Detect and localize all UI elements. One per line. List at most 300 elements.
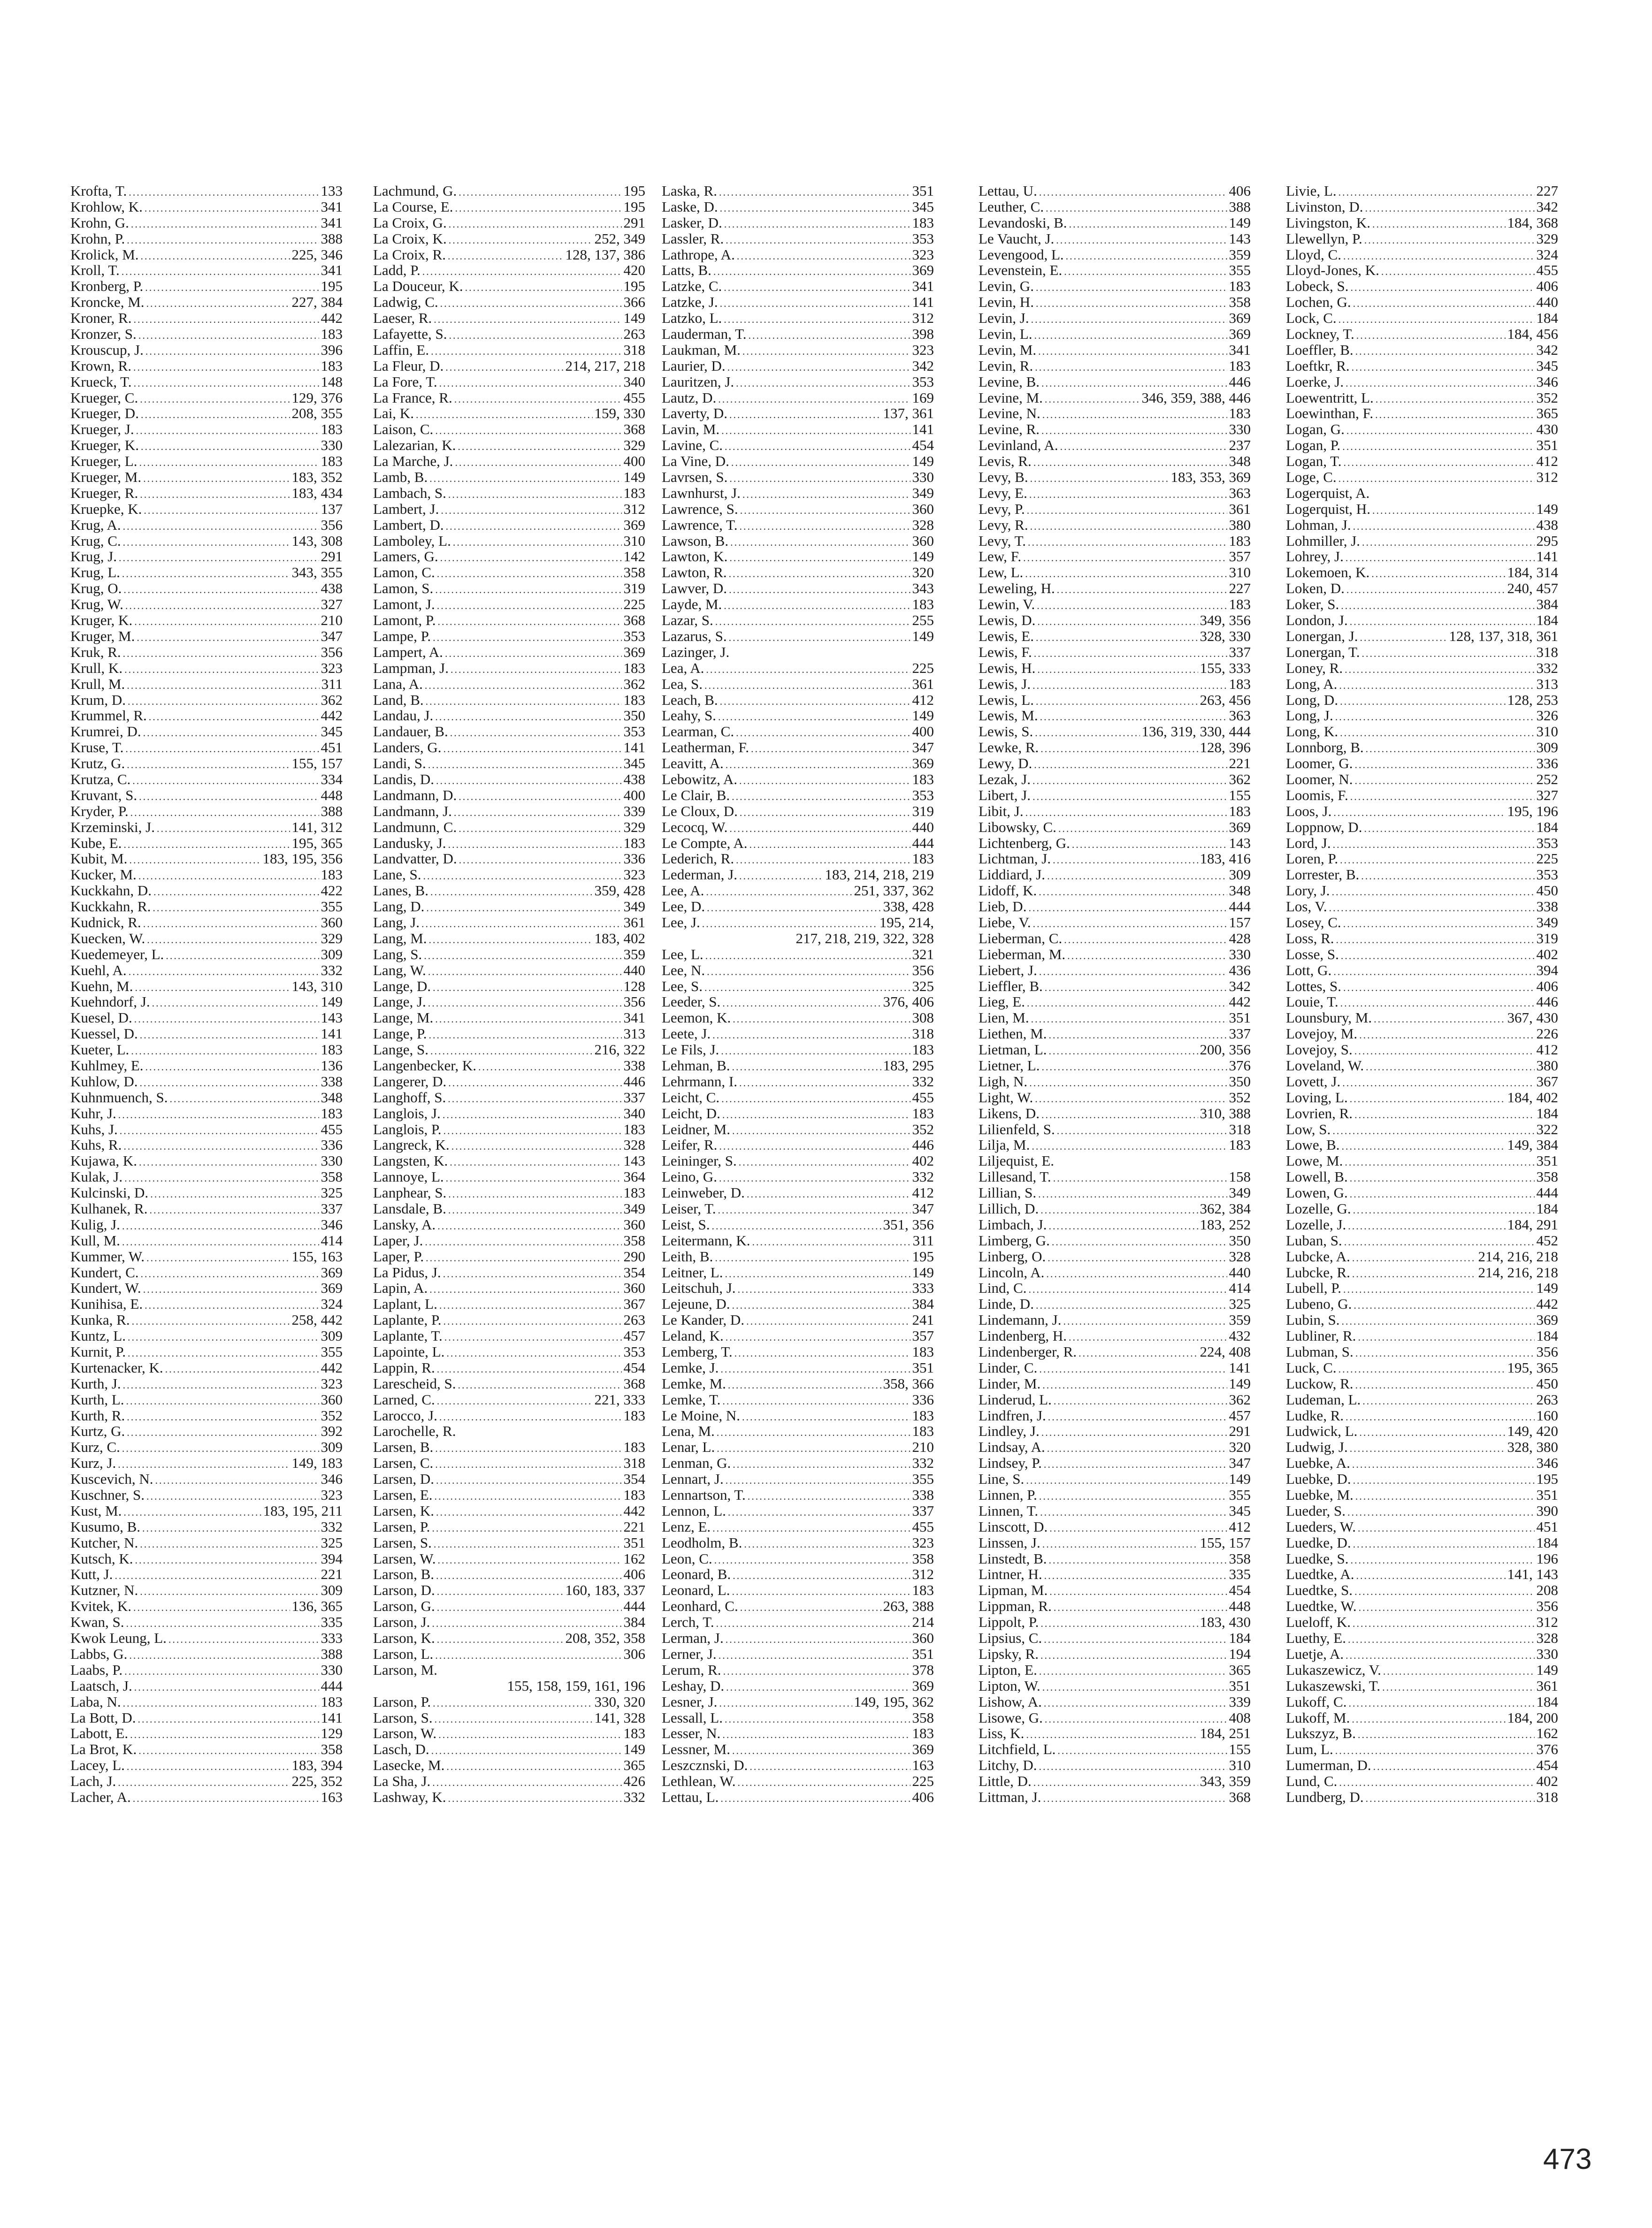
entry-pages: 183: [623, 485, 645, 501]
entry-pages: 128, 396: [1200, 740, 1251, 756]
dot-leader: [1338, 1361, 1506, 1376]
entry-name: Lewis, E.: [979, 628, 1034, 644]
entry-name: Lautz, D.: [662, 389, 717, 406]
entry-name: Lee, L.: [662, 946, 704, 962]
dot-leader: [1048, 1409, 1227, 1424]
entry-name: Lillian, S.: [979, 1185, 1037, 1201]
entry-name: Leitschuh, J.: [662, 1280, 736, 1297]
dot-leader: [1037, 614, 1198, 628]
dot-leader: [119, 550, 319, 565]
index-entry: [70, 1535, 343, 1551]
dot-leader: [449, 216, 622, 231]
entry-pages: 412: [1229, 1518, 1251, 1535]
entry-name: Ligh, N.: [979, 1073, 1028, 1090]
index-entry: [70, 1725, 343, 1741]
dot-leader: [443, 1266, 622, 1281]
entry-name: Lebowitz, A.: [662, 771, 737, 787]
entry-name: Lipsky, R.: [979, 1646, 1039, 1662]
index-entry: [1286, 1773, 1558, 1789]
entry-name: Lamers, G.: [373, 549, 438, 565]
entry-name: Lannoye, L.: [373, 1169, 444, 1185]
entry-name: Krumrei, D.: [70, 724, 141, 740]
dot-leader: [1354, 1043, 1535, 1058]
index-entry: [373, 1392, 645, 1408]
entry-pages: 312: [623, 501, 645, 517]
entry-pages: 320: [1229, 1439, 1251, 1456]
entry-pages: 155, 158, 159, 161, 196: [507, 1678, 645, 1694]
index-entry: [662, 994, 934, 1010]
dot-leader: [122, 264, 319, 278]
entry-pages: 328: [623, 1137, 645, 1153]
entry-name: Lueders, W.: [1286, 1518, 1356, 1535]
entry-pages: 183: [623, 1725, 645, 1742]
entry-pages: 337: [1229, 1026, 1251, 1042]
index-entry: [979, 1137, 1251, 1153]
index-entry: [662, 1122, 934, 1137]
entry-name: Lochen, G.: [1286, 294, 1351, 311]
entry-name: Lange, P.: [373, 1026, 427, 1042]
entry-name: Laverty, D.: [662, 405, 728, 422]
entry-name: La France, R.: [373, 389, 452, 406]
index-entry: [979, 612, 1251, 628]
entry-name: Lilja, M.: [979, 1137, 1030, 1153]
dot-leader: [1041, 1059, 1227, 1074]
dot-leader: [143, 725, 319, 740]
index-entry: [70, 262, 343, 278]
index-entry: [373, 612, 645, 628]
entry-pages: 309: [321, 946, 343, 962]
entry-pages: 444: [321, 1678, 343, 1694]
dot-leader: [1355, 1377, 1535, 1392]
entry-pages: 369: [321, 1280, 343, 1297]
entry-name: Long, D.: [1286, 692, 1338, 708]
index-entry: [70, 247, 343, 263]
index-entry: [979, 660, 1251, 676]
index-entry: [1286, 740, 1558, 755]
dot-leader: [142, 1520, 319, 1535]
entry-name: Levis, R.: [979, 453, 1032, 470]
dot-leader: [123, 837, 290, 851]
entry-name: Kvitek, K.: [70, 1598, 132, 1615]
dot-leader: [439, 1409, 622, 1424]
entry-pages: 380: [1229, 517, 1251, 533]
entry-pages: 324: [321, 1296, 343, 1312]
entry-pages: 336: [912, 1391, 934, 1408]
entry-pages: 358, 366: [883, 1375, 934, 1392]
dot-leader: [435, 582, 621, 596]
dot-leader: [1353, 519, 1535, 533]
index-entry: [70, 1074, 343, 1090]
dot-leader: [140, 1584, 319, 1598]
entry-name: La Croix, G.: [373, 214, 447, 231]
entry-pages: 183: [1229, 405, 1251, 422]
dot-leader: [443, 741, 621, 755]
dot-leader: [153, 900, 319, 915]
entry-name: Lauderman, T.: [662, 326, 747, 342]
dot-leader: [1032, 1138, 1227, 1153]
dot-leader: [720, 200, 910, 215]
index-entry: [373, 501, 645, 517]
entry-pages: 355: [321, 1344, 343, 1360]
dot-leader: [1049, 1027, 1227, 1042]
entry-name: Landi, S.: [373, 755, 426, 771]
dot-leader: [740, 1600, 881, 1614]
index-entry: [70, 1646, 343, 1662]
entry-pages: 184, 200: [1507, 1709, 1558, 1726]
dot-leader: [1041, 423, 1227, 437]
index-entry: [662, 199, 934, 215]
dot-leader: [435, 709, 621, 724]
dot-leader: [1040, 741, 1198, 755]
entry-name: Lawton, K.: [662, 549, 728, 565]
entry-name: Leifer, R.: [662, 1137, 718, 1153]
entry-name: Lamboley, L.: [373, 533, 451, 549]
index-entry: [979, 278, 1251, 294]
entry-pages: 183: [912, 771, 934, 787]
index-entry: [979, 533, 1251, 549]
dot-leader: [726, 1679, 910, 1694]
index-entry: [373, 1519, 645, 1535]
index-entry: [373, 660, 645, 676]
entry-name: Lippolt, P.: [979, 1614, 1039, 1631]
entry-name: Leith, B.: [662, 1248, 713, 1265]
index-entry: [1286, 390, 1558, 406]
entry-pages: 360: [321, 1391, 343, 1408]
entry-pages: 183: [321, 1105, 343, 1122]
index-entry: [662, 851, 934, 867]
entry-name: Landau, J.: [373, 708, 434, 724]
index-entry: [979, 485, 1251, 501]
entry-pages: 356: [1536, 1344, 1558, 1360]
entry-name: Luck, C.: [1286, 1359, 1337, 1376]
entry-name: Leland, K.: [662, 1328, 724, 1344]
dot-leader: [129, 184, 319, 199]
entry-pages: 406: [623, 1566, 645, 1583]
dot-leader: [429, 471, 621, 485]
entry-name: Lamont, J.: [373, 596, 435, 613]
entry-pages: 183: [1229, 1137, 1251, 1153]
entry-name: Lloyd, C.: [1286, 246, 1341, 263]
index-entry: [1286, 183, 1558, 199]
index-entry: [979, 1010, 1251, 1026]
entry-name: La Marche, J.: [373, 453, 453, 470]
dot-leader: [1362, 646, 1535, 660]
index-column-5: [1286, 183, 1558, 1805]
dot-leader: [126, 1616, 319, 1630]
dot-leader: [720, 694, 910, 708]
dot-leader: [124, 1170, 319, 1185]
index-entry: [662, 1010, 934, 1026]
dot-leader: [1025, 566, 1227, 580]
index-entry: [979, 644, 1251, 660]
index-entry: [979, 1757, 1251, 1773]
entry-pages: 364: [623, 1169, 645, 1185]
entry-pages: 263, 456: [1200, 692, 1251, 708]
entry-pages: 351: [912, 1359, 934, 1376]
index-entry: [373, 1646, 645, 1662]
index-entry: [70, 787, 343, 803]
dot-leader: [1354, 1297, 1534, 1312]
entry-pages: 442: [1229, 994, 1251, 1010]
entry-pages: 360: [321, 914, 343, 931]
entry-pages: 163: [912, 1757, 934, 1774]
entry-pages: 330: [321, 437, 343, 454]
dot-leader: [1044, 1632, 1227, 1646]
entry-name: Kutt, J.: [70, 1566, 113, 1583]
index-entry: [979, 1773, 1251, 1789]
entry-pages: 155, 157: [291, 755, 343, 771]
entry-name: Liljequist, E.: [979, 1153, 1055, 1169]
dot-leader: [1033, 1775, 1198, 1789]
index-entry: [979, 1614, 1251, 1630]
dot-leader: [718, 709, 910, 724]
entry-name: Krum, D.: [70, 692, 126, 708]
dot-leader: [426, 1250, 621, 1265]
dot-leader: [129, 964, 319, 978]
dot-leader: [1333, 805, 1505, 819]
index-entry: [662, 1646, 934, 1662]
entry-pages: 369: [623, 644, 645, 660]
entry-pages: 323: [321, 1375, 343, 1392]
entry-name: Kuckkahn, D.: [70, 883, 152, 899]
entry-pages: 360: [623, 1216, 645, 1233]
index-entry: [70, 1360, 343, 1376]
entry-pages: 149, 384: [1507, 1137, 1558, 1153]
index-entry: [373, 1551, 645, 1567]
index-entry: [373, 946, 645, 962]
dot-leader: [1353, 1202, 1535, 1217]
dot-leader: [740, 519, 910, 533]
index-entry: [70, 1551, 343, 1567]
dot-leader: [1032, 773, 1227, 787]
entry-name: Lundberg, D.: [1286, 1789, 1364, 1805]
dot-leader: [448, 1202, 622, 1217]
entry-pages: 347: [912, 1201, 934, 1217]
entry-pages: 141: [912, 294, 934, 311]
entry-pages: 346: [321, 1471, 343, 1488]
entry-name: Kuhr, J.: [70, 1105, 116, 1122]
entry-pages: 448: [321, 787, 343, 803]
entry-pages: 358: [1229, 294, 1251, 311]
index-entry: [662, 596, 934, 612]
entry-pages: 356: [321, 517, 343, 533]
index-entry: [373, 374, 645, 390]
entry-pages: 221, 333: [594, 1391, 645, 1408]
index-entry: [662, 421, 934, 437]
entry-name: Lewis, J.: [979, 676, 1031, 692]
index-entry: [979, 962, 1251, 978]
index-entry: [70, 1344, 343, 1360]
index-entry: [662, 1487, 934, 1503]
index-entry: [662, 803, 934, 819]
dot-leader: [128, 694, 319, 708]
entry-pages: 349: [1536, 914, 1558, 931]
dot-leader: [1048, 1250, 1227, 1265]
index-entry: [662, 1662, 934, 1678]
index-entry: [1286, 1090, 1558, 1106]
entry-name: Lueder, S.: [1286, 1503, 1346, 1519]
entry-pages: 376, 406: [883, 994, 934, 1010]
entry-name: Landmunn, C.: [373, 819, 457, 835]
entry-pages: 183, 402: [594, 930, 645, 946]
index-entry: [70, 231, 343, 247]
entry-name: Lishow, A.: [979, 1694, 1042, 1710]
entry-name: Leonard, B.: [662, 1566, 731, 1583]
entry-name: Lindenberg, H.: [979, 1328, 1067, 1344]
dot-leader: [459, 184, 621, 199]
dot-leader: [728, 1377, 881, 1392]
entry-name: Kroner, R.: [70, 310, 132, 327]
entry-name: Levengood, L.: [979, 246, 1064, 263]
dot-leader: [1348, 1218, 1505, 1233]
entry-pages: 352: [321, 1407, 343, 1424]
dot-leader: [431, 1743, 622, 1757]
index-entry: [1286, 437, 1558, 453]
entry-name: Lee, A.: [662, 883, 704, 899]
entry-name: Lewis, H.: [979, 660, 1036, 676]
entry-pages: 330, 320: [594, 1694, 645, 1710]
entry-pages: 255: [912, 612, 934, 628]
entry-pages: 225: [1536, 851, 1558, 867]
dot-leader: [134, 614, 319, 628]
dot-leader: [123, 519, 319, 533]
entry-name: Labbs, G.: [70, 1646, 128, 1662]
index-entry: [70, 199, 343, 215]
dot-leader: [1049, 1520, 1227, 1535]
entry-pages: 346, 359, 388, 446: [1141, 389, 1251, 406]
entry-pages: 384: [912, 1296, 934, 1312]
index-entry: [1286, 1376, 1558, 1392]
dot-leader: [437, 1552, 621, 1567]
entry-name: Lamb, B.: [373, 469, 428, 485]
entry-pages: 349: [1229, 1185, 1251, 1201]
entry-name: Kuhnmuench, S.: [70, 1089, 168, 1106]
dot-leader: [1056, 232, 1227, 247]
index-entry: [373, 1026, 645, 1042]
index-entry: [70, 1090, 343, 1106]
entry-name: Kuecken, W.: [70, 930, 145, 946]
index-entry: [70, 405, 343, 421]
entry-pages: 311: [912, 1232, 934, 1249]
entry-pages: 136, 365: [291, 1598, 343, 1615]
index-entry: [662, 1169, 934, 1185]
entry-name: Laplante, P.: [373, 1312, 442, 1328]
dot-leader: [146, 296, 290, 310]
entry-name: London, J.: [1286, 612, 1348, 628]
entry-pages: 357: [912, 1328, 934, 1344]
entry-name: La Course, E.: [373, 198, 453, 215]
dot-leader: [714, 1552, 910, 1567]
entry-name: Kueter, L.: [70, 1042, 130, 1058]
entry-pages: 402: [1536, 946, 1558, 962]
entry-name: Lukszyz, B.: [1286, 1725, 1356, 1742]
dot-leader: [733, 1011, 910, 1026]
entry-pages: 444: [623, 1598, 645, 1615]
entry-name: Laeser, R.: [373, 310, 432, 327]
entry-pages: 367, 430: [1507, 1010, 1558, 1026]
entry-name: Linnen, T.: [979, 1503, 1039, 1519]
index-entry: [979, 1566, 1251, 1582]
dot-leader: [1345, 662, 1534, 676]
entry-pages: 353: [623, 724, 645, 740]
index-entry: [1286, 835, 1558, 851]
entry-name: Lang, J.: [373, 914, 420, 931]
entry-name: Lapin, A.: [373, 1280, 428, 1297]
dot-leader: [729, 471, 910, 485]
entry-name: Krummel, R.: [70, 708, 147, 724]
entry-pages: 183: [623, 660, 645, 676]
entry-name: Kuessel, D.: [70, 1026, 138, 1042]
dot-leader: [127, 757, 290, 771]
entry-pages: 143: [1229, 835, 1251, 851]
dot-leader: [435, 1488, 622, 1503]
index-entry: [373, 835, 645, 851]
entry-name: Lemberg, T.: [662, 1344, 733, 1360]
index-entry: [1286, 1137, 1558, 1153]
dot-leader: [439, 375, 622, 390]
dot-leader: [1355, 343, 1535, 358]
entry-pages: 343, 355: [291, 565, 343, 581]
index-entry: [662, 931, 934, 946]
entry-name: Laper, P.: [373, 1248, 424, 1265]
entry-pages: 440: [1536, 294, 1558, 311]
entry-name: Levandoski, B.: [979, 214, 1067, 231]
index-entry: [373, 1249, 645, 1265]
entry-pages: 369: [1536, 1312, 1558, 1328]
index-entry: [70, 978, 343, 994]
index-entry: [70, 596, 343, 612]
entry-name: Litchy, D.: [979, 1757, 1037, 1774]
dot-leader: [726, 1632, 910, 1646]
entry-name: Logan, T.: [1286, 453, 1342, 470]
entry-pages: 183: [1229, 803, 1251, 819]
entry-pages: 237: [1229, 437, 1251, 454]
entry-pages: 457: [623, 1328, 645, 1344]
index-entry: [662, 1551, 934, 1567]
index-entry: [1286, 1328, 1558, 1344]
entry-pages: 162: [1536, 1725, 1558, 1742]
entry-pages: 369: [912, 1678, 934, 1694]
entry-name: Laffin, E.: [373, 342, 429, 358]
index-entry: [979, 1328, 1251, 1344]
dot-leader: [726, 1329, 910, 1344]
index-entry: [70, 294, 343, 310]
dot-leader: [122, 1441, 319, 1455]
entry-pages: 195, 365: [291, 835, 343, 851]
index-entry: [662, 962, 934, 978]
index-entry: [373, 1423, 645, 1439]
entry-pages: 455: [1536, 262, 1558, 279]
entry-name: Leeder, S.: [662, 994, 721, 1010]
dot-leader: [726, 757, 910, 771]
entry-name: Luedtke, S.: [1286, 1582, 1353, 1599]
dot-leader: [721, 1091, 910, 1106]
index-entry: [70, 803, 343, 819]
entry-name: Liebert, J.: [979, 962, 1037, 978]
dot-leader: [125, 598, 319, 612]
dot-leader: [127, 678, 319, 692]
entry-pages: 357: [1229, 549, 1251, 565]
dot-leader: [454, 391, 622, 406]
dot-leader: [731, 455, 910, 469]
dot-leader: [740, 805, 910, 819]
entry-pages: 143: [1229, 230, 1251, 247]
entry-pages: 225: [912, 660, 934, 676]
dot-leader: [149, 709, 319, 724]
dot-leader: [140, 1075, 319, 1090]
entry-name: Loppnow, D.: [1286, 819, 1362, 835]
entry-name: La Fore, T.: [373, 374, 437, 390]
